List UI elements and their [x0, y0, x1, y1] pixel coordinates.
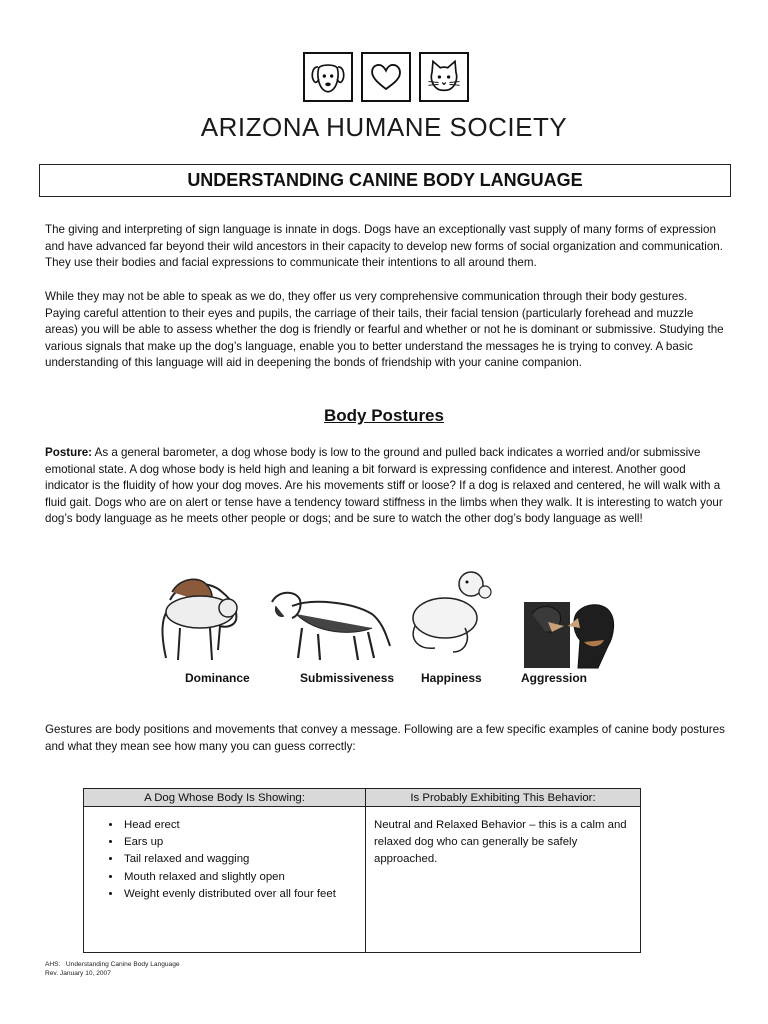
list-item: • Head erect: [122, 817, 365, 834]
intro-paragraph-2: While they may not be able to speak as we do, they offer us very comprehensive communication through their body gestures. Paying careful attention to their eyes and pupils, the carriage of their tails, their facial tension (particularly forehead and muzzle areas) you will be able to assess whether the dog is friendly or fearful and whether or not he is dominant or submissive. Studying the various signals that make up the dog’s language, enable you to better understand the messages he is trying to convey. A basic understanding of this language will aid in deepening the bonds of friendship with your canine companion.: [45, 290, 724, 370]
dog-face-icon: [303, 52, 353, 102]
footer: [45, 960, 180, 978]
submissiveness-illustration: [262, 584, 394, 664]
posture-label: Posture:: [45, 446, 93, 459]
table-cell-traits: [84, 807, 366, 953]
dominance-illustration: [140, 570, 248, 665]
document-title: UNDERSTANDING CANINE BODY LANGUAGE: [39, 164, 731, 197]
illustration-label: Aggression: [521, 671, 588, 685]
table-cell-behavior: [366, 807, 641, 953]
list-item: • Weight evenly distributed over all four feet: [122, 886, 365, 903]
section-heading: Body Postures: [324, 406, 444, 425]
gestures-paragraph: Gestures are body positions and movements that convey a message. Following are a few specific examples of canine body postures and what they mean see how many you can guess correctly:: [45, 723, 725, 753]
happiness-illustration: [405, 566, 500, 661]
posture-paragraph: [45, 445, 725, 528]
aggression-illustration: [518, 596, 628, 672]
illustration-label: Dominance: [185, 671, 250, 685]
footer-line-1: AHS: Understanding Canine Body Language: [45, 961, 180, 968]
illustration-label: Submissiveness: [300, 671, 395, 685]
table-header: A Dog Whose Body Is Showing:: [84, 789, 366, 807]
behavior-table: [83, 788, 641, 953]
table-row: [84, 807, 641, 953]
list-item: • Mouth relaxed and slightly open: [122, 869, 365, 886]
intro-paragraph-1: The giving and interpreting of sign language is innate in dogs. Dogs have an exceptionally vast supply of many forms of expression and have advanced far beyond their wild ancestors in their capacity to develop new forms of social organization and communication. They use their bodies and facial expressions to communicate their intentions to all around them.: [45, 223, 723, 270]
table-header: Is Probably Exhibiting This Behavior:: [366, 789, 641, 807]
list-item: • Tail relaxed and wagging: [122, 851, 365, 868]
footer-line-2: Rev. January 10, 2007: [45, 970, 111, 977]
trait-list: [84, 817, 365, 903]
behavior-text: Neutral and Relaxed Behavior – this is a calm and relaxed dog who can generally be safely approached.: [374, 819, 627, 865]
illustration-label: Happiness: [421, 671, 482, 685]
cat-face-icon: [419, 52, 469, 102]
organization-name: ARIZONA HUMANE SOCIETY: [200, 112, 568, 142]
posture-text: As a general barometer, a dog whose body is low to the ground and pulled back indicates a worried and/or submissive emotional state. A dog whose body is held high and leaning a bit forward is expressing confidence and interest. Another good indicator is the fluidity of how your dog moves. Are his movements stiff or loose? If a dog is relaxed and centered, he will walk with a fluid gait. Dogs who are on alert or tense have a tendency toward stiffness in the limbs when they walk. It is interesting to watch your dog’s body language as he meets other people or dogs; and be sure to watch the other dog’s body language as well!: [45, 446, 723, 526]
logo: [303, 52, 469, 102]
list-item: • Ears up: [122, 834, 365, 851]
heart-icon: [361, 52, 411, 102]
